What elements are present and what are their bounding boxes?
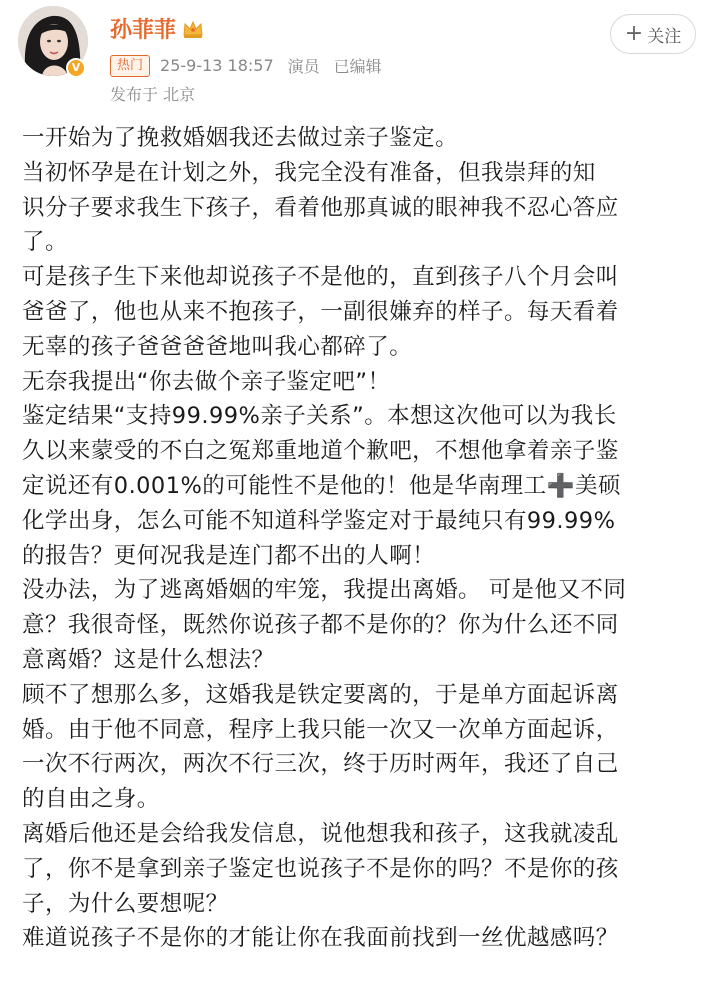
- post-line: 难道说孩子不是你的才能让你在我面前找到一丝优越感吗？: [22, 925, 619, 952]
- plus-icon: +: [624, 21, 644, 46]
- crown-icon: [182, 19, 204, 39]
- post-line: 子，为什么要想呢？: [22, 890, 229, 917]
- timestamp: 25-9-13 18:57: [160, 56, 274, 75]
- post-line: 可是孩子生下来他却说孩子不是他的，直到孩子八个月会叫: [22, 264, 619, 291]
- follow-label: 关注: [647, 26, 682, 47]
- username[interactable]: [110, 13, 204, 44]
- post-line: 久以来蒙受的不白之冤郑重地道个歉吧，不想他拿着亲子鉴: [22, 438, 619, 465]
- post-line: 一开始为了挽救婚姻我还去做过亲子鉴定。: [22, 125, 459, 151]
- post-line: 识分子要求我生下孩子，看着他那真诚的眼神我不忍心答应: [22, 194, 619, 221]
- post-line: 的自由之身。: [22, 786, 160, 813]
- post-line: 意？我很奇怪，既然你说孩子都不是你的？你为什么还不同: [22, 612, 619, 639]
- edited-label[interactable]: 已编辑: [333, 57, 382, 76]
- post-line: 顾不了想那么多，这婚我是铁定要离的，于是单方面起诉离: [22, 681, 619, 708]
- post-content: [22, 121, 712, 956]
- post-header: [0, 0, 720, 110]
- follow-button[interactable]: [610, 14, 696, 54]
- post-line: 离婚后他还是会给我发信息，说他想我和孩子，这我就凌乱: [22, 820, 619, 847]
- post-location: 发布于 北京: [110, 85, 196, 104]
- post-line: 鉴定结果“支持99.99%亲子关系”。本想这次他可以为我长: [22, 403, 617, 430]
- post-line: 没办法，为了逃离婚姻的牢笼，我提出离婚。 可是他又不同: [22, 577, 627, 604]
- post-meta: [110, 54, 382, 77]
- post-line: 化学出身，怎么可能不知道科学鉴定对于最纯只有99.99%: [22, 507, 616, 534]
- verified-icon: V: [66, 58, 86, 78]
- post-line: 一次不行两次，两次不行三次，终于历时两年，我还了自己: [22, 751, 619, 778]
- post-line: 婚。由于他不同意，程序上我只能一次又一次单方面起诉，: [22, 716, 619, 743]
- post-line: 当初怀孕是在计划之外，我完全没有准备，但我崇拜的知: [22, 159, 596, 186]
- post-line: 无辜的孩子爸爸爸爸地叫我心都碎了。: [22, 333, 413, 360]
- hot-badge: 热门: [110, 55, 150, 77]
- post-line: 无奈我提出“你去做个亲子鉴定吧”！: [22, 368, 391, 395]
- post-line: 了，你不是拿到亲子鉴定也说孩子不是你的吗？不是你的孩: [22, 855, 619, 882]
- user-role: 演员: [287, 57, 320, 76]
- post-line: 了。: [22, 229, 68, 256]
- post-line: 的报告？更何况我是连门都不出的人啊！: [22, 542, 436, 569]
- username-text[interactable]: 孙菲菲: [110, 18, 177, 43]
- post-line: 定说还有0.001%的可能性不是他的！他是华南理工➕美硕: [22, 472, 621, 499]
- post-line: 意离婚？这是什么想法？: [22, 646, 275, 673]
- post-line: 爸爸了，他也从来不抱孩子，一副很嫌弃的样子。每天看着: [22, 298, 619, 325]
